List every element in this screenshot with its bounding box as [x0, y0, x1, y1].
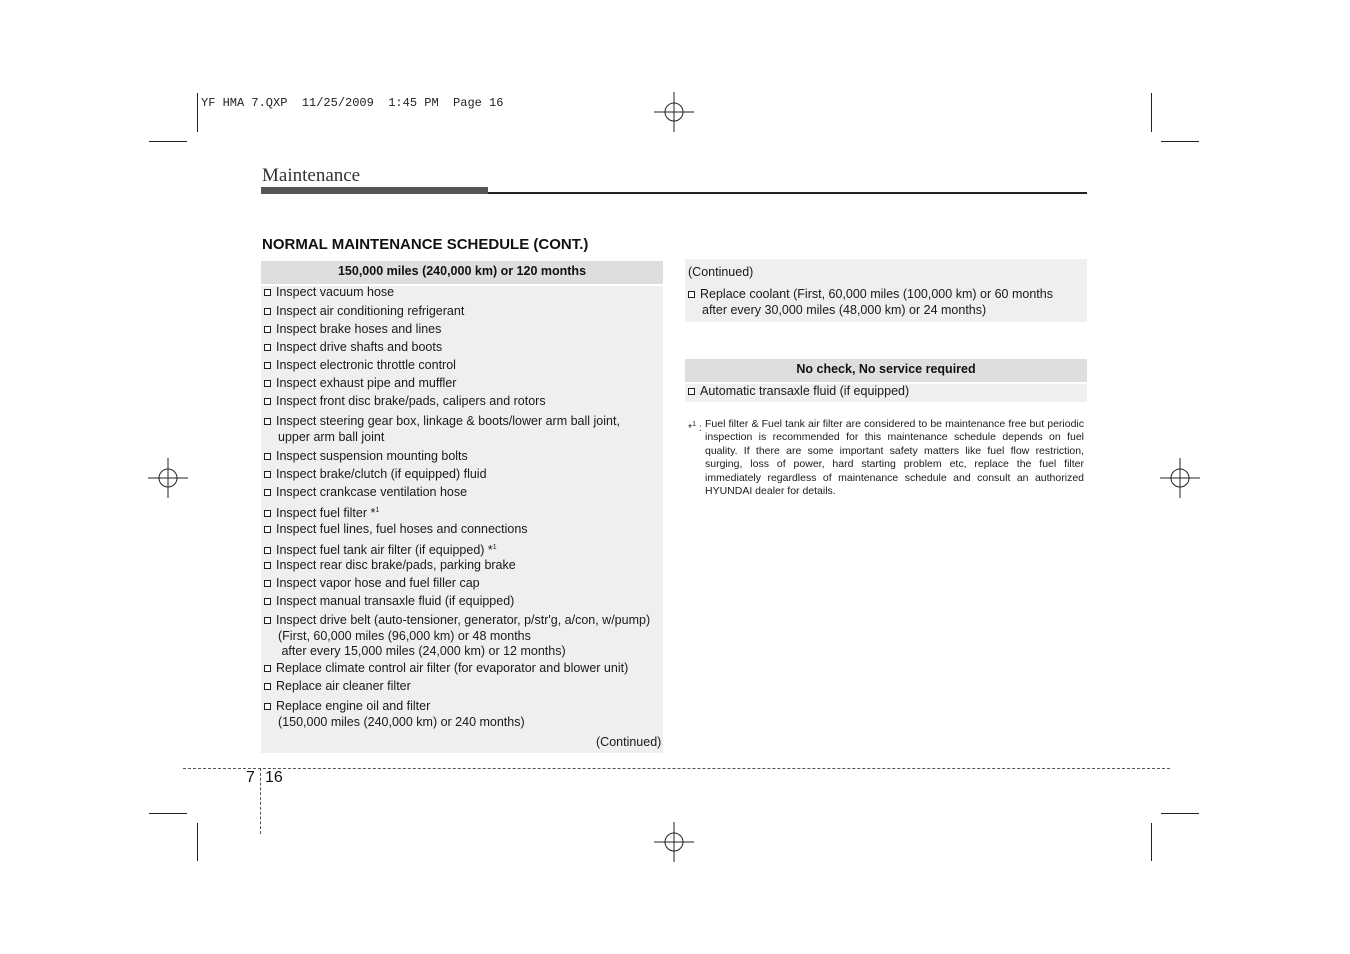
list-item: [264, 304, 464, 320]
crop-mark: [1161, 141, 1199, 142]
checkbox-icon: [264, 580, 271, 587]
list-item-text: Inspect electronic throttle control: [276, 358, 456, 372]
checkbox-icon: [264, 703, 271, 710]
list-item-text: Inspect drive belt (auto-tensioner, generator, p/str'g, a/con, w/pump): [276, 613, 651, 627]
list-item: [264, 449, 468, 465]
continued-label: (Continued): [596, 735, 662, 749]
list-item: [264, 322, 441, 338]
list-item-text: Inspect vacuum hose: [276, 285, 395, 299]
checkbox-icon: [264, 418, 271, 425]
list-item: [264, 285, 394, 301]
checkbox-icon: [264, 471, 271, 478]
list-item: [264, 503, 379, 522]
list-item-text: Replace air cleaner filter: [276, 679, 411, 693]
list-item: [264, 576, 480, 592]
list-item-text: Inspect vapor hose and fuel filler cap: [276, 576, 480, 590]
footnote-ref: 1: [375, 507, 380, 514]
list-item-text: Inspect rear disc brake/pads, parking brake: [276, 558, 516, 572]
list-item: [264, 661, 628, 677]
list-item-text: Inspect fuel tank air filter (if equipped) *: [276, 543, 493, 557]
list-item-continuation: after every 15,000 miles (24,000 km) or 12 months): [278, 644, 566, 658]
crop-mark: [197, 823, 198, 861]
checkbox-icon: [264, 665, 271, 672]
crop-mark: [1161, 813, 1199, 814]
footnote-text: Fuel filter & Fuel tank air filter are considered to be maintenance free but periodic inspection is recommended for this maintenance schedule depends on fuel quality. If there are some important safety matters like fuel flow restriction, surging, loss of power, hard starting problem etc, replace the fuel filter immediately regardless of maintenance schedule and consult an authorized HYUNDAI dealer for details.: [705, 418, 1084, 498]
list-item: [264, 558, 516, 574]
checkbox-icon: [688, 291, 695, 298]
list-item: [264, 485, 467, 501]
list-item: [264, 414, 620, 445]
list-item-continuation: (150,000 miles (240,000 km) or 240 months): [278, 714, 525, 729]
list-item-text: Replace climate control air filter (for evaporator and blower unit): [276, 661, 629, 675]
list-item-text: Inspect manual transaxle fluid (if equipped): [276, 594, 515, 608]
checkbox-icon: [688, 388, 695, 395]
list-item-text: Inspect crankcase ventilation hose: [276, 485, 468, 499]
checkbox-icon: [264, 683, 271, 690]
list-item-text: Replace coolant (First, 60,000 miles (100,000 km) or 60 months: [700, 287, 1053, 301]
title-rule-accent: [261, 187, 488, 194]
checkbox-icon: [264, 380, 271, 387]
registration-mark-icon: [148, 458, 188, 498]
schedule-header: [261, 261, 663, 284]
footer-rule: [183, 768, 1170, 769]
list-item: [264, 594, 514, 610]
checkbox-icon: [264, 547, 271, 554]
list-item-text: Inspect drive shafts and boots: [276, 340, 443, 354]
list-item: [264, 613, 650, 660]
list-item-text: Inspect steering gear box, linkage & boots/lower arm ball joint,: [276, 414, 620, 428]
list-item: [264, 522, 528, 538]
checkbox-icon: [264, 308, 271, 315]
list-item-text: Inspect fuel filter *: [276, 506, 376, 520]
list-item-text: Automatic transaxle fluid (if equipped): [700, 384, 910, 398]
list-item-text: Inspect brake hoses and lines: [276, 322, 442, 336]
crop-mark: [1151, 823, 1152, 861]
page-heading: NORMAL MAINTENANCE SCHEDULE (CONT.): [262, 236, 589, 253]
list-item: [264, 340, 442, 356]
checkbox-icon: [264, 453, 271, 460]
list-item-text: Replace engine oil and filter: [276, 699, 431, 713]
list-item-continuation: upper arm ball joint: [278, 429, 385, 444]
crop-mark: [149, 813, 187, 814]
schedule-header-text: 150,000 miles (240,000 km) or 120 months: [337, 264, 587, 278]
checkbox-icon: [264, 398, 271, 405]
list-item-text: Inspect air conditioning refrigerant: [276, 304, 465, 318]
list-item: [688, 383, 909, 400]
footnote-ref: 1: [492, 544, 497, 551]
crop-mark: [197, 93, 198, 132]
checkbox-icon: [264, 489, 271, 496]
continued-label: (Continued): [688, 265, 754, 279]
list-item: [264, 358, 456, 374]
list-item-text: Inspect exhaust pipe and muffler: [276, 376, 457, 390]
print-slug: YF HMA 7.QXP 11/25/2009 1:45 PM Page 16: [201, 96, 504, 110]
no-service-header: [685, 359, 1087, 382]
checkbox-icon: [264, 562, 271, 569]
checkbox-icon: [264, 617, 271, 624]
list-item-text: Inspect front disc brake/pads, calipers and rotors: [276, 394, 546, 408]
list-item: [264, 394, 546, 410]
title-rule: [488, 192, 1087, 194]
list-item: [264, 699, 525, 730]
checkbox-icon: [264, 362, 271, 369]
registration-mark-icon: [1160, 458, 1200, 498]
registration-mark-icon: [654, 92, 694, 132]
section-title: Maintenance: [262, 165, 361, 186]
footnote: [688, 418, 1084, 498]
list-item-text: Inspect fuel lines, fuel hoses and connections: [276, 522, 528, 536]
list-item-continuation: after every 30,000 miles (48,000 km) or 24 months): [702, 303, 987, 317]
checkbox-icon: [264, 326, 271, 333]
crop-mark: [1151, 93, 1152, 132]
list-item-text: Inspect suspension mounting bolts: [276, 449, 468, 463]
checkbox-icon: [264, 289, 271, 296]
checkbox-icon: [264, 598, 271, 605]
no-service-header-text: No check, No service required: [796, 362, 976, 376]
footer-divider: [260, 768, 261, 834]
chapter-number: 7: [246, 769, 255, 786]
list-item-text: Inspect brake/clutch (if equipped) fluid: [276, 467, 487, 481]
list-item-continuation: (First, 60,000 miles (96,000 km) or 48 months: [278, 628, 531, 643]
checkbox-icon: [264, 344, 271, 351]
footnote-mark: *$^1$ :: [688, 421, 702, 434]
checkbox-icon: [264, 510, 271, 517]
list-item: [264, 679, 411, 695]
list-item: [264, 540, 497, 559]
registration-mark-icon: [654, 822, 694, 862]
crop-mark: [149, 141, 187, 142]
checkbox-icon: [264, 526, 271, 533]
list-item: [688, 286, 1053, 303]
page-number: 16: [265, 769, 283, 786]
list-item: [264, 376, 456, 392]
list-item: [264, 467, 487, 483]
